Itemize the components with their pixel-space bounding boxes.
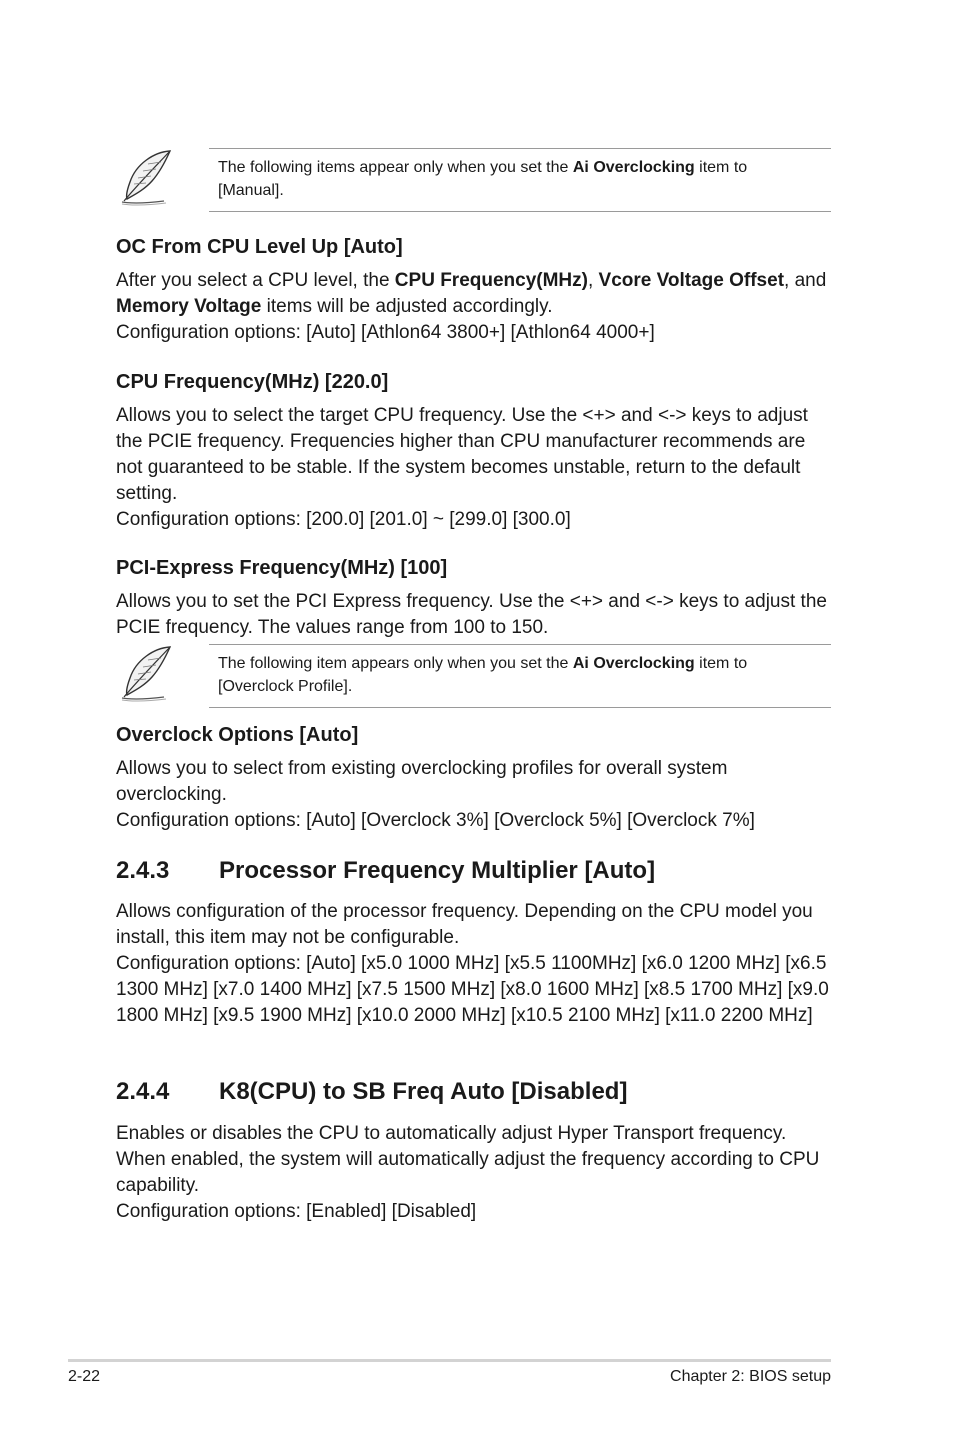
- divider: [209, 148, 831, 149]
- subheading-oc-level: OC From CPU Level Up [Auto]: [116, 236, 403, 258]
- page-number: 2-22: [68, 1368, 101, 1385]
- section-title-2-4-3: [116, 856, 655, 886]
- subheading-overclock-options: Overclock Options [Auto]: [116, 724, 359, 746]
- feather-pen-icon: [114, 148, 174, 208]
- config-options: Configuration options: [Auto] [x5.0 1000 MHz] [x5.5 1100MHz] [x6.0 1200 MHz] [x6.5 1300 MHz] [x7.0 1400 MHz] [x7.5 1500 MHz] [x8.0 1600 MHz] [x8.5 1700 MHz] [x9.0 1800 MHz] [x9.5 1900 MHz] [x10.0 2000 MHz] [x10.5 2100 MHz] [x11.0 2200 MHz]: [116, 953, 829, 1026]
- section-title: K8(CPU) to SB Freq Auto [Disabled]: [219, 1078, 628, 1105]
- paragraph-cpu-frequency: Allows you to select the target CPU frequency. Use the <+> and <-> keys to adjust the PCIE frequency. Frequencies higher than CPU manufacturer recommends are not guaranteed to be stable. If the system becomes unstable, return to the default setting. Configuration options: [200.0] [201.0] ~ [299.0] [300.0]: [116, 405, 808, 530]
- subheading-cpu-frequency: CPU Frequency(MHz) [220.0]: [116, 371, 389, 393]
- config-options: Configuration options: [Auto] [Overclock 3%] [Overclock 5%] [Overclock 7%]: [116, 810, 755, 831]
- config-options: Configuration options: [200.0] [201.0] ~ [299.0] [300.0]: [116, 509, 571, 530]
- divider: [209, 211, 831, 212]
- config-options: Configuration options: [Enabled] [Disabled]: [116, 1201, 477, 1222]
- paragraph-overclock-options: Allows you to select from existing overclocking profiles for overall system overclocking. Configuration options: [Auto] [Overclock 3%] [Overclock 5%] [Overclock 7%]: [116, 758, 755, 831]
- note-box: [110, 148, 831, 212]
- section-title-2-4-4: [116, 1077, 627, 1107]
- note-box: [110, 644, 831, 708]
- paragraph-2-4-3: Allows configuration of the processor frequency. Depending on the CPU model you install, this item may not be configurable. Configuration options: [Auto] [x5.0 1000 MHz] [x5.5 1100MHz] [x6.0 1200 MHz] [x6.5 1300 MHz] [x7.0 1400 MHz] [x7.5 1500 MHz] [x8.0 1600 MHz] [x8.5 1700 MHz] [x9.0 1800 MHz] [x9.5 1900 MHz] [x10.0 2000 MHz] [x10.5 2100 MHz] [x11.0 2200 MHz]: [116, 901, 829, 1026]
- note-text: The following item appears only when you set the Ai Overclocking item to [Overclock Profile].: [218, 655, 748, 695]
- divider: [209, 707, 831, 708]
- chapter-label: Chapter 2: BIOS setup: [670, 1368, 831, 1385]
- paragraph-oc-level: After you select a CPU level, the CPU Frequency(MHz), Vcore Voltage Offset, and Memory Voltage items will be adjusted accordingly. Configuration options: [Auto] [Athlon64 3800+] [Athlon64 4000+]: [116, 270, 827, 343]
- paragraph-pcie-frequency: Allows you to set the PCI Express frequency. Use the <+> and <-> keys to adjust the PCIE frequency. The values range from 100 to 150.: [116, 591, 827, 638]
- note-text: The following items appear only when you set the Ai Overclocking item to [Manual].: [218, 159, 748, 199]
- feather-pen-icon: [114, 644, 174, 704]
- footer-divider: [68, 1359, 831, 1362]
- paragraph-2-4-4: Enables or disables the CPU to automatically adjust Hyper Transport frequency. When enabled, the system will automatically adjust the frequency according to CPU capability. Configuration options: [Enabled] [Disabled]: [116, 1123, 820, 1222]
- divider: [209, 644, 831, 645]
- section-title: Processor Frequency Multiplier [Auto]: [219, 857, 656, 884]
- subheading-pcie-frequency: PCI-Express Frequency(MHz) [100]: [116, 557, 448, 579]
- section-number: 2.4.4: [116, 1078, 170, 1105]
- config-options: Configuration options: [Auto] [Athlon64 3800+] [Athlon64 4000+]: [116, 322, 655, 343]
- section-number: 2.4.3: [116, 857, 170, 884]
